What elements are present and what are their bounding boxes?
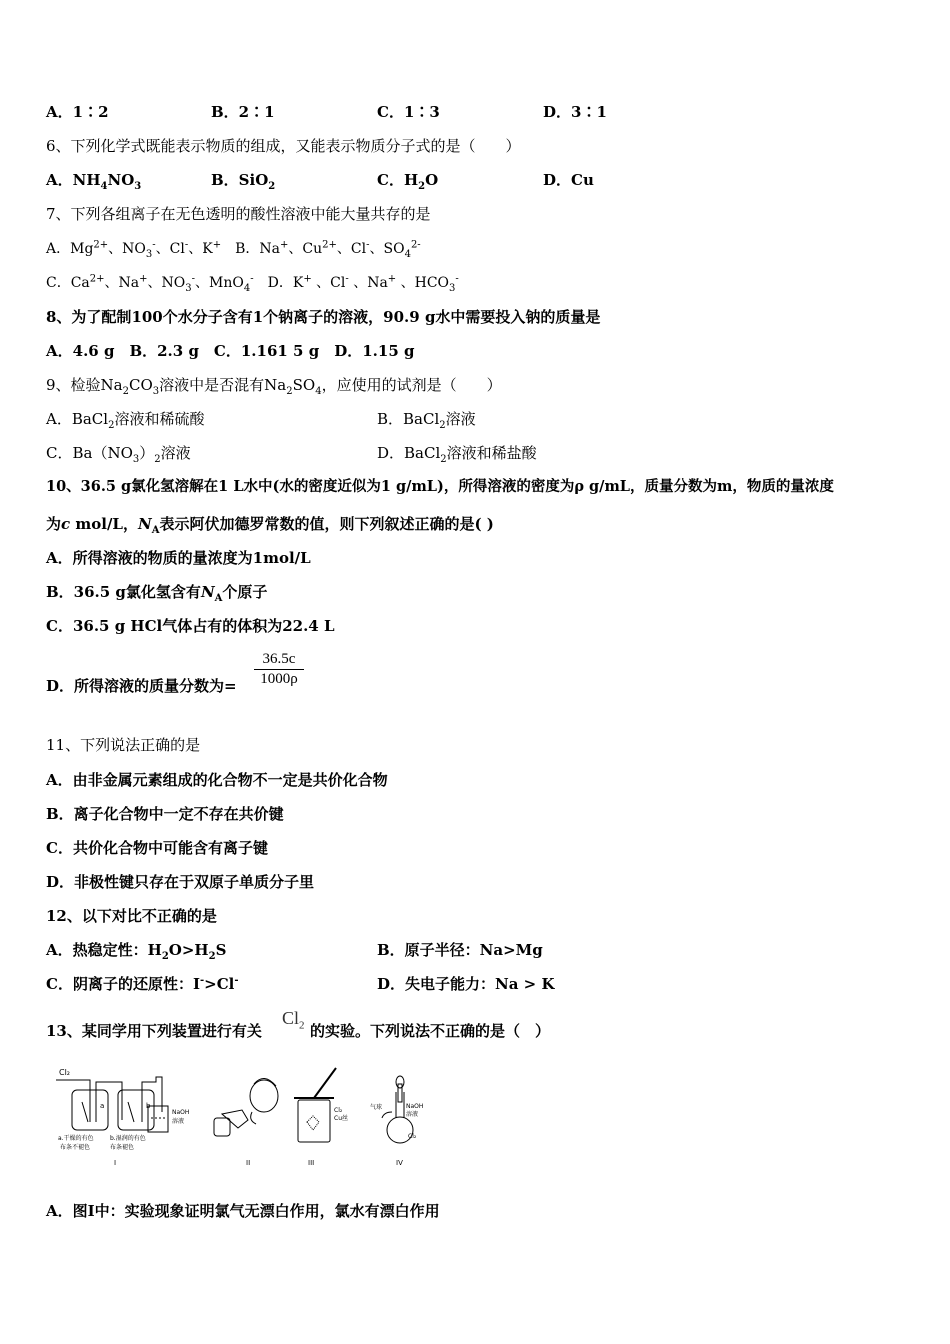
bottle-b-label: b — [146, 1102, 151, 1110]
apparatus-II — [214, 1078, 278, 1167]
q11-option-d: D．非极性键只存在于双原子单质分子里 — [46, 873, 315, 891]
cl2-inlet-label: Cl₂ — [59, 1068, 71, 1077]
q9-stem: 9、检验$Na_2CO_3$溶液中是否混有$Na_2SO_4$，应使用的试剂是（ ） — [46, 376, 502, 397]
q9-option-a: A．BaCl$_2$溶液和稀硫酸 — [46, 410, 205, 431]
q12-option-d: D．失电子能力：Na > K — [377, 975, 555, 993]
q10-stem-line2: 为c mol/L，$N_A$表示阿伏加德罗常数的值，则下列叙述正确的是( ) — [46, 515, 494, 536]
q5-option-d: D．3∶1 — [543, 103, 607, 121]
q10-option-b: B．36.5 g氯化氢含有$N_A$个原子 — [46, 583, 268, 604]
experiment-figure — [52, 1062, 432, 1172]
q13-stem-post: 的实验。下列说法不正确的是（ ） — [310, 1022, 551, 1040]
q13-option-a: A．图Ⅰ中：实验现象证明氯气无漂白作用，氯水有漂白作用 — [46, 1202, 440, 1220]
q9-option-c: C．$Ba(NO_3)_2$溶液 — [46, 444, 191, 465]
fraction-numerator: 36.5c — [254, 651, 304, 670]
q7-stem: 7、下列各组离子在无色透明的酸性溶液中能大量共存的是 — [46, 205, 431, 223]
q12-option-a: A．热稳定性：$H_2O>H_2S$ — [46, 941, 227, 962]
q10-stem-line1: 10、36.5 g氯化氢溶解在1 L水中(水的密度近似为1 g/mL)，所得溶液的密度为ρ g/mL，质量分数为m，物质的量浓度 — [46, 478, 834, 495]
q8-stem: 8、为了配制100个水分子含有1个钠离子的溶液，90.9 g水中需要投入钠的质量是 — [46, 308, 601, 326]
naoh-label-2: NaOH — [406, 1103, 424, 1110]
q11-option-b: B．离子化合物中一定不存在共价键 — [46, 805, 284, 823]
solution-label-2: 溶液 — [406, 1111, 419, 1118]
q10-fraction — [254, 651, 304, 688]
cl2-flask-label: Cl₂ — [408, 1133, 417, 1140]
figure-label-II: II — [246, 1159, 251, 1167]
apparatus-IV — [370, 1076, 423, 1167]
q9-option-d: D．BaCl$_2$溶液和稀盐酸 — [377, 444, 537, 465]
figure-label-IV: IV — [396, 1159, 403, 1167]
bottle-a-label: a — [100, 1102, 105, 1110]
figure-label-III: III — [308, 1159, 315, 1167]
q6-option-d: D．Cu — [543, 171, 594, 189]
caption-wet-cloth-2: 布条褪色 — [110, 1144, 135, 1151]
q5-option-c: C．1∶3 — [377, 103, 440, 121]
cl2-label-III: Cl₂ — [334, 1107, 343, 1114]
q10-option-a: A．所得溶液的物质的量浓度为1mol/L — [46, 549, 311, 567]
solution-label-1: 溶液 — [172, 1118, 185, 1125]
q5-option-b: B．2∶1 — [211, 103, 275, 121]
caption-dry-cloth-1: a.干燥的有色 — [58, 1135, 94, 1142]
q10-option-c: C．36.5 g HCl气体占有的体积为22.4 L — [46, 617, 335, 635]
apparatus-I — [56, 1068, 189, 1167]
cu-wire-label: Cu丝 — [334, 1115, 348, 1122]
q7-options-cd: C．$Ca^{2+}$、Na+、$NO_3^-$、MnO$_4$- D．K+ 、Cl- 、Na+ 、$HCO_3^-$ — [46, 273, 459, 294]
q13-stem-pre: 13、某同学用下列装置进行有关 — [46, 1022, 262, 1040]
q5-option-a: A．1∶2 — [46, 103, 109, 121]
q11-option-a: A．由非金属元素组成的化合物不一定是共价化合物 — [46, 771, 388, 789]
figure-label-I: I — [114, 1159, 117, 1167]
balloon-label: 气球 — [370, 1104, 383, 1111]
caption-wet-cloth-1: b.湿润的有色 — [110, 1135, 146, 1142]
q6-option-c: C．$H_2O$ — [377, 171, 439, 192]
q6-stem: 6、下列化学式既能表示物质的组成，又能表示物质分子式的是（ ） — [46, 137, 521, 155]
caption-dry-cloth-2: 布条不褪色 — [60, 1144, 91, 1151]
q8-options: A．4.6 g B．2.3 g C．1.161 5 g D．1.15 g — [46, 342, 415, 360]
fraction-denominator: 1000ρ — [260, 671, 298, 687]
naoh-label-1: NaOH — [172, 1109, 190, 1116]
q10-option-d: D．所得溶液的质量分数为= — [46, 677, 237, 695]
q9-option-b: B．BaCl$_2$溶液 — [377, 410, 476, 431]
q12-option-c: C．阴离子的还原性：I->Cl- — [46, 975, 239, 993]
q6-option-b: B．SiO$_2$ — [211, 171, 276, 192]
q13-cl2-formula: $Cl_2$ — [282, 1008, 305, 1032]
q12-option-b: B．原子半径：Na>Mg — [377, 941, 543, 959]
q6-option-a: A．$NH_4NO_3$ — [46, 171, 142, 192]
apparatus-III — [294, 1068, 348, 1167]
q11-stem: 11、下列说法正确的是 — [46, 736, 201, 754]
q11-option-c: C．共价化合物中可能含有离子键 — [46, 839, 268, 857]
q7-options-ab: A．$Mg^{2+}$、$NO_3^-$、Cl-、K+ B．Na+、$Cu^{2+}$、Cl-、$SO_4^{2-}$ — [46, 239, 421, 260]
q12-stem: 12、以下对比不正确的是 — [46, 907, 217, 925]
